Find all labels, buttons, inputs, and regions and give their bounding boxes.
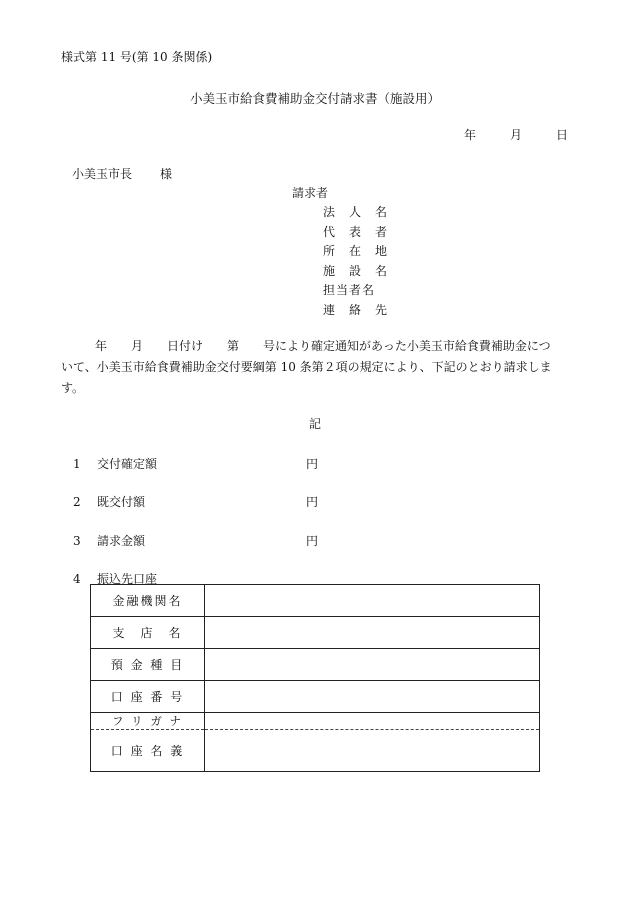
requester-field-facility: 施 設 名 xyxy=(323,263,389,278)
date-month: 月 xyxy=(509,128,522,142)
table-row xyxy=(91,713,540,730)
table-row xyxy=(91,585,540,617)
account-holder-label: 口 座 名 義 xyxy=(91,730,205,772)
item-number: 2 xyxy=(73,495,81,509)
body-line-2: いて、小美玉市給食費補助金交付要綱第 10 条第２項の規定により、下記のとおり請求します。 xyxy=(61,360,552,395)
document-title: 小美玉市給食費補助金交付請求書（施設用） xyxy=(189,91,440,106)
item-number: 3 xyxy=(73,534,81,548)
requester-label: 請求者 xyxy=(292,186,329,200)
branch-field[interactable] xyxy=(205,617,540,649)
account-number-label: 口 座 番 号 xyxy=(91,681,205,713)
bank-name-label: 金融機関名 xyxy=(91,585,205,617)
table-row xyxy=(91,617,540,649)
item-number: 1 xyxy=(73,457,81,471)
form-number: 様式第 11 号(第 10 条関係) xyxy=(61,50,213,64)
bank-name-field[interactable] xyxy=(205,585,540,617)
date-year: 年 xyxy=(463,128,476,142)
table-row xyxy=(91,681,540,713)
addressee xyxy=(72,165,172,182)
yen-unit: 円 xyxy=(306,495,319,509)
item-label: 既交付額 xyxy=(97,495,146,509)
deposit-type-label: 預 金 種 目 xyxy=(91,649,205,681)
account-number-field[interactable] xyxy=(205,681,540,713)
requester-field-corporation: 法 人 名 xyxy=(323,205,389,219)
requester-field-representative: 代 表 者 xyxy=(323,224,389,239)
request-body xyxy=(61,336,571,399)
bank-account-table xyxy=(90,584,540,772)
body-line-1: 年 月 日付け 第 号により確定通知があった小美玉市給食費補助金につ xyxy=(95,339,551,353)
item-label: 交付確定額 xyxy=(97,457,158,471)
deposit-type-field[interactable] xyxy=(205,649,540,681)
yen-unit: 円 xyxy=(306,534,319,548)
requester-fields xyxy=(323,203,388,320)
ki-heading: 記 xyxy=(308,417,321,431)
addressee-name: 小美玉市長 xyxy=(72,167,133,181)
item-label: 請求金額 xyxy=(97,534,146,548)
item-confirmed-amount xyxy=(73,455,319,472)
date-day: 日 xyxy=(555,128,568,142)
furigana-field[interactable] xyxy=(205,713,540,730)
requester-field-contact-person: 担当者名 xyxy=(323,283,376,297)
item-number: 4 xyxy=(73,572,81,586)
item-label: 振込先口座 xyxy=(97,572,158,586)
yen-unit: 円 xyxy=(306,457,319,471)
table-row xyxy=(91,649,540,681)
table-row xyxy=(91,730,540,772)
furigana-label: フ リ ガ ナ xyxy=(91,713,205,730)
item-request-amount xyxy=(73,532,319,549)
account-holder-field[interactable] xyxy=(205,730,540,772)
addressee-honorific: 様 xyxy=(160,167,173,181)
requester-field-phone: 連 絡 先 xyxy=(323,302,389,317)
branch-label: 支 店 名 xyxy=(91,617,205,649)
requester-field-address: 所 在 地 xyxy=(323,244,389,258)
item-already-paid xyxy=(73,493,319,510)
date-line xyxy=(464,126,568,143)
